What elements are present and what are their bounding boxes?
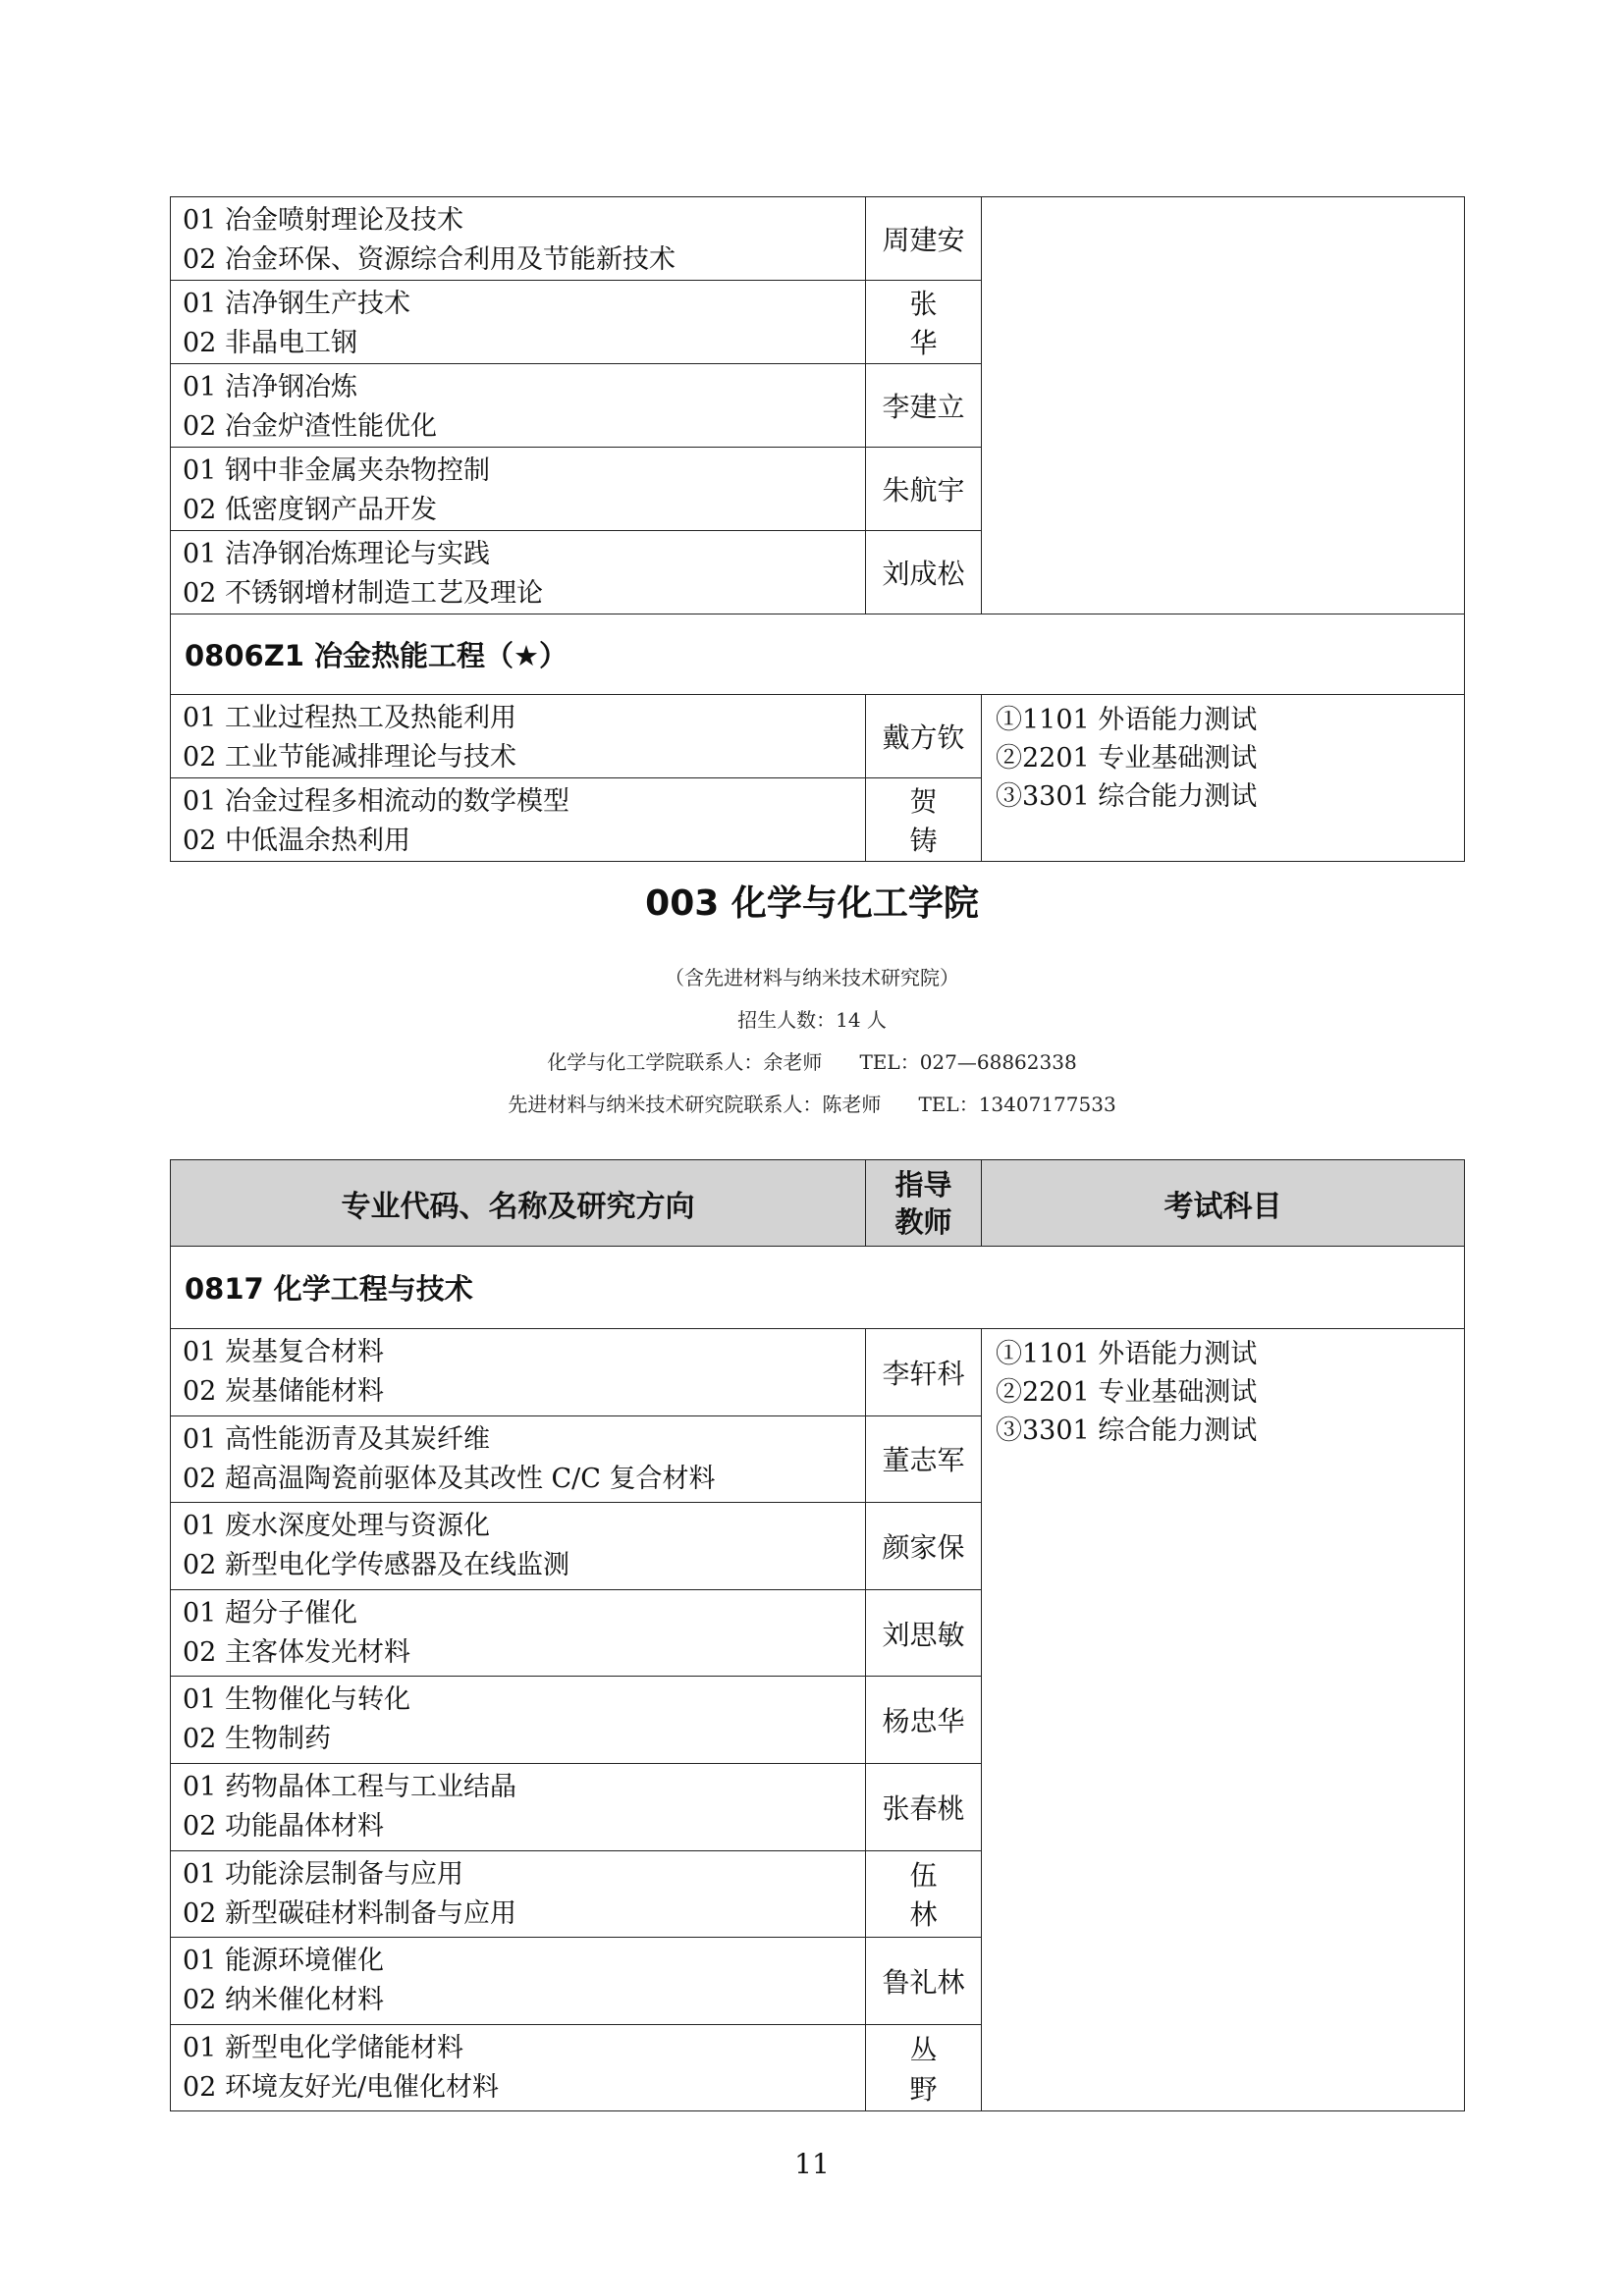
research-direction-line: 02 非晶电工钢 (183, 328, 357, 358)
research-direction-line: 02 中低温余热利用 (183, 826, 410, 856)
exam-subject: ②2201 专业基础测试 (996, 1377, 1258, 1408)
exam-subjects-cell (982, 1329, 1465, 2111)
research-direction-cell (171, 695, 866, 778)
research-direction-line: 02 冶金炉渣性能优化 (183, 411, 437, 442)
research-direction-line: 01 洁净钢冶炼理论与实践 (183, 539, 490, 569)
header-teacher-line: 指导 (894, 1167, 952, 1201)
research-direction-line: 01 高性能沥青及其炭纤维 (183, 1423, 490, 1455)
header-teacher (866, 1160, 982, 1247)
research-direction-cell (171, 2024, 866, 2111)
teacher-cell: 张春桃 (866, 1763, 982, 1850)
header-teacher-line: 教师 (894, 1204, 952, 1239)
research-direction-cell (171, 1763, 866, 1850)
research-direction-line: 02 新型碳硅材料制备与应用 (183, 1897, 516, 1929)
exam-cell-empty (982, 197, 1465, 614)
exam-subject: ①1101 外语能力测试 (996, 705, 1258, 735)
teacher-cell: 李轩科 (866, 1329, 982, 1416)
teacher-cell: 张华 (866, 281, 982, 364)
research-direction-line: 01 生物催化与转化 (183, 1684, 410, 1716)
research-direction-line: 02 纳米催化材料 (183, 1985, 384, 2016)
teacher-cell: 伍林 (866, 1850, 982, 1938)
major-title: 0806Z1 冶金热能工程（★） (171, 614, 1465, 695)
header-direction: 专业代码、名称及研究方向 (171, 1160, 866, 1247)
teacher-cell: 颜家保 (866, 1503, 982, 1590)
research-direction-line: 02 功能晶体材料 (183, 1810, 384, 1842)
table-header-row (171, 1160, 1465, 1247)
enrollment-count: 招生人数：14 人 (737, 1008, 887, 1032)
research-direction-line: 02 工业节能减排理论与技术 (183, 742, 516, 773)
header-exam: 考试科目 (982, 1160, 1465, 1247)
research-direction-cell (171, 1938, 866, 2025)
research-direction-cell (171, 1850, 866, 1938)
research-direction-line: 02 环境友好光/电催化材料 (183, 2071, 500, 2103)
table-row (171, 1329, 1465, 1416)
research-direction-cell (171, 364, 866, 448)
research-direction-cell (171, 197, 866, 281)
research-direction-cell (171, 1677, 866, 1764)
research-direction-line: 02 生物制药 (183, 1724, 331, 1755)
research-direction-line: 01 功能涂层制备与应用 (183, 1858, 463, 1890)
teacher-cell: 董志军 (866, 1415, 982, 1503)
chemistry-direction-table (170, 1159, 1465, 2111)
research-direction-line: 02 炭基储能材料 (183, 1376, 384, 1407)
teacher-cell: 朱航宇 (866, 448, 982, 531)
exam-subject: ③3301 综合能力测试 (996, 1415, 1258, 1446)
research-direction-cell (171, 1503, 866, 1590)
major-row (171, 614, 1465, 695)
teacher-cell: 丛野 (866, 2024, 982, 2111)
research-direction-line: 02 超高温陶瓷前驱体及其改性 C/C 复合材料 (183, 1463, 716, 1494)
research-direction-cell (171, 1329, 866, 1416)
metallurgy-direction-table (170, 196, 1465, 862)
research-direction-line: 02 冶金环保、资源综合利用及节能新技术 (183, 244, 676, 275)
exam-subject: ③3301 综合能力测试 (996, 781, 1258, 812)
research-direction-line: 01 钢中非金属夹杂物控制 (183, 455, 490, 486)
research-direction-cell (171, 778, 866, 862)
teacher-cell: 贺铸 (866, 778, 982, 862)
research-direction-line: 01 冶金过程多相流动的数学模型 (183, 786, 569, 817)
exam-subject: ①1101 外语能力测试 (996, 1339, 1258, 1369)
exam-subjects-cell (982, 695, 1465, 862)
research-direction-line: 01 废水深度处理与资源化 (183, 1511, 490, 1542)
teacher-cell: 李建立 (866, 364, 982, 448)
major-row (171, 1247, 1465, 1329)
section-title: 003 化学与化工学院 (645, 883, 979, 924)
teacher-cell: 鲁礼林 (866, 1938, 982, 2025)
research-direction-cell (171, 531, 866, 614)
teacher-cell: 戴方钦 (866, 695, 982, 778)
research-direction-cell (171, 1415, 866, 1503)
teacher-cell: 杨忠华 (866, 1677, 982, 1764)
contact-line: 先进材料与纳米技术研究院联系人：陈老师 TEL：13407177533 (508, 1093, 1116, 1116)
research-direction-line: 01 炭基复合材料 (183, 1337, 384, 1367)
table-row (171, 695, 1465, 778)
exam-subject: ②2201 专业基础测试 (996, 743, 1258, 774)
research-direction-line: 01 药物晶体工程与工业结晶 (183, 1771, 516, 1802)
research-direction-cell (171, 448, 866, 531)
table-row (171, 197, 1465, 281)
research-direction-line: 01 洁净钢冶炼 (183, 372, 357, 402)
major-title: 0817 化学工程与技术 (171, 1247, 1465, 1329)
teacher-cell: 刘思敏 (866, 1589, 982, 1677)
research-direction-line: 01 冶金喷射理论及技术 (183, 205, 463, 236)
research-direction-line: 01 能源环境催化 (183, 1946, 384, 1977)
research-direction-line: 02 不锈钢增材制造工艺及理论 (183, 578, 543, 609)
research-direction-line: 01 工业过程热工及热能利用 (183, 703, 516, 733)
page-number: 11 (794, 2148, 830, 2180)
section-subtitle: （含先进材料与纳米技术研究院） (665, 966, 959, 989)
teacher-cell: 刘成松 (866, 531, 982, 614)
teacher-cell: 周建安 (866, 197, 982, 281)
research-direction-line: 02 主客体发光材料 (183, 1636, 410, 1668)
research-direction-line: 01 超分子催化 (183, 1597, 357, 1629)
contact-line: 化学与化工学院联系人：余老师 TEL：027—68862338 (547, 1050, 1077, 1074)
research-direction-line: 02 新型电化学传感器及在线监测 (183, 1550, 569, 1581)
research-direction-line: 02 低密度钢产品开发 (183, 495, 437, 525)
research-direction-cell (171, 281, 866, 364)
research-direction-line: 01 洁净钢生产技术 (183, 289, 410, 319)
research-direction-line: 01 新型电化学储能材料 (183, 2032, 463, 2063)
research-direction-cell (171, 1589, 866, 1677)
